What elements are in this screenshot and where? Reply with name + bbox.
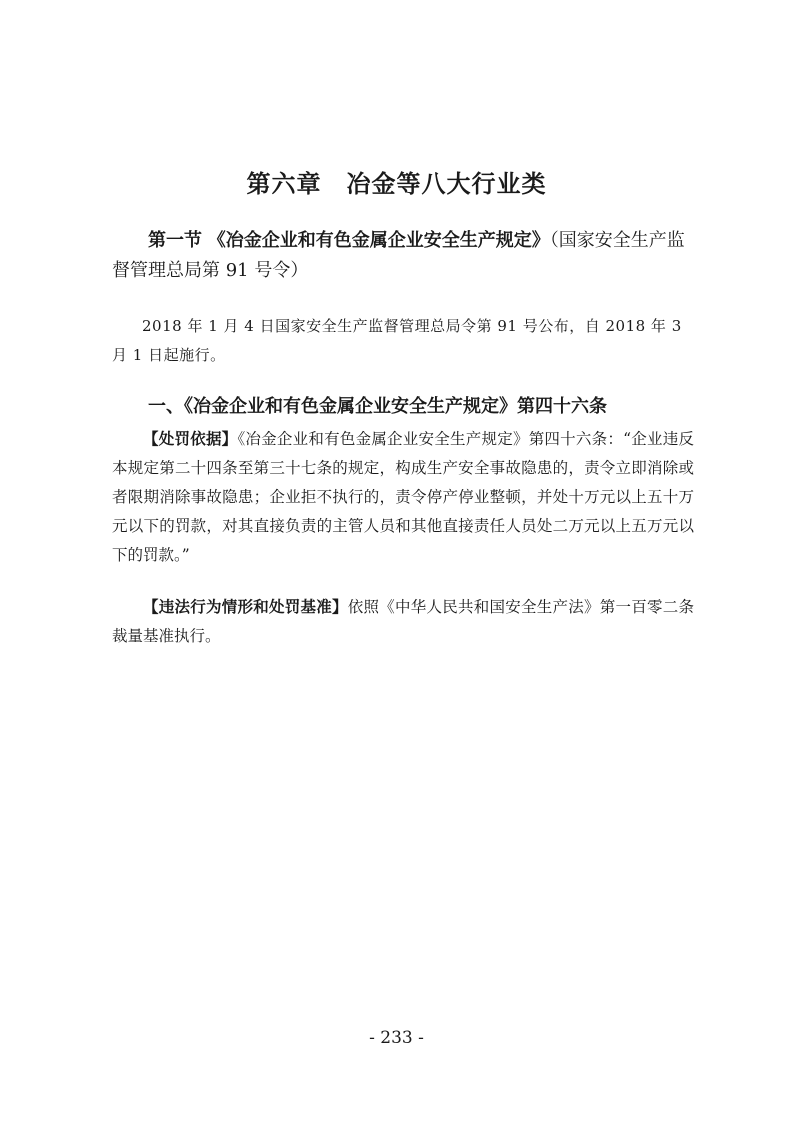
article-heading: 一、《冶金企业和有色金属企业安全生产规定》第四十六条	[148, 396, 607, 417]
penalty-basis-label: 【处罚依据】	[143, 430, 238, 448]
penalty-standard-text: 依照《中华人民共和国安全生产法》第一百零二条裁量基准执行。	[112, 598, 694, 645]
penalty-standard-paragraph	[112, 593, 694, 651]
penalty-standard-label: 【违法行为情形和处罚基准】	[143, 598, 348, 616]
section-regulation-name: 《冶金企业和有色金属企业安全生产规定》	[207, 230, 550, 251]
page-number: - 233 -	[369, 1028, 424, 1048]
section-issuer: （国家安全生产监督管理总局第 91 号令）	[112, 230, 685, 281]
penalty-basis-text: 《冶金企业和有色金属企业安全生产规定》第四十六条：“企业违反本规定第二十四条至第三十七条的规定，构成生产安全事故隐患的，责令立即消除或者限期消除事故隐患；企业拒不执行的，责令停产停业整顿，并处十万元以上五十万元以下的罚款，对其直接负责的主管人员和其他直接责任人员处二万元以上五万元以下的罚款。”	[112, 430, 694, 564]
section-label: 第一节	[148, 230, 202, 251]
section-heading	[112, 226, 694, 286]
publish-note: 2018 年 1 月 4 日国家安全生产监督管理总局令第 91 号公布，自 2018 年 3 月 1 日起施行。	[112, 317, 682, 364]
penalty-basis-paragraph	[112, 425, 694, 570]
chapter-title: 第六章 冶金等八大行业类	[246, 170, 547, 198]
